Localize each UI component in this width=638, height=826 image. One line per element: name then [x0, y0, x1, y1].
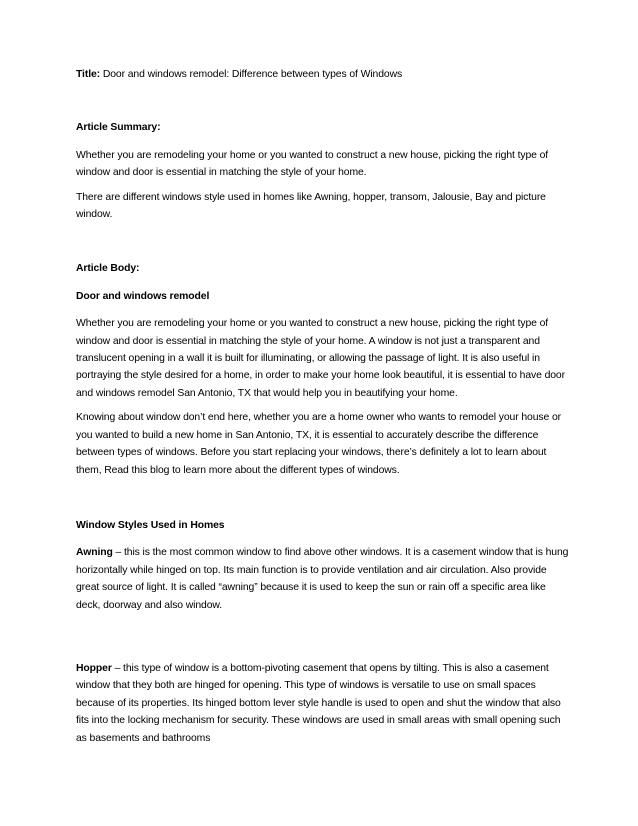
- hopper-paragraph: [76, 660, 572, 747]
- hopper-term: Hopper: [76, 662, 112, 674]
- title-label: Title:: [76, 69, 101, 80]
- document-title: [76, 66, 572, 83]
- awning-text: – this is the most common window to find above other windows. It is a casement window that is hung horizontally while hinged on top. Its main function is to provide ventilation and air circulation. Also provide great source of light. It is called “awning” because it is used to keep the sun or rain off a specific area like deck, doorway and also window.: [76, 547, 569, 611]
- body-subheading: Door and windows remodel: [76, 290, 210, 302]
- document-page: [76, 66, 572, 754]
- awning-term: Awning: [76, 547, 113, 559]
- body-paragraph: Whether you are remodeling your home or you wanted to construct a new house, picking the right type of window and door is essential in matching the style of your home. A window is not just a transparent and translucent opening in a wall it is built for illuminating, or allowing the passage of light. It is also useful in portraying the style desired for a home, in order to make your home look beautiful, it is essential to have door and windows remodel San Antonio, TX that would help you in beautifying your home.: [76, 318, 565, 399]
- summary-paragraph: Whether you are remodeling your home or you wanted to construct a new house, picking the right type of window and door is essential in matching the style of your home.: [76, 149, 549, 179]
- summary-heading: Article Summary:: [76, 122, 161, 134]
- body-heading: Article Body:: [76, 263, 140, 275]
- awning-paragraph: [76, 544, 572, 614]
- summary-paragraph: There are different windows style used in homes like Awning, hopper, transom, Jalousie, Bay and picture window.: [76, 191, 546, 221]
- styles-heading: Window Styles Used in Homes: [76, 519, 225, 531]
- title-text: Door and windows remodel: Difference between types of Windows: [100, 69, 403, 80]
- body-paragraph: Knowing about window don’t end here, whether you are a home owner who wants to remodel your house or you wanted to build a new home in San Antonio, TX, it is essential to accurately describe the difference between types of windows. Before you start replacing your windows, there’s definitely a lot to learn about them, Read this blog to learn more about the different types of windows.: [76, 412, 562, 476]
- hopper-text: – this type of window is a bottom-pivoting casement that opens by tilting. This is also a casement window that they both are hinged for opening. This type of windows is versatile to use on small spaces because of its properties. Its hinged bottom lever style handle is used to open and shut the window that also fits into the locking mechanism for security. These windows are used in small areas with small opening such as basements and bathrooms: [76, 662, 561, 744]
